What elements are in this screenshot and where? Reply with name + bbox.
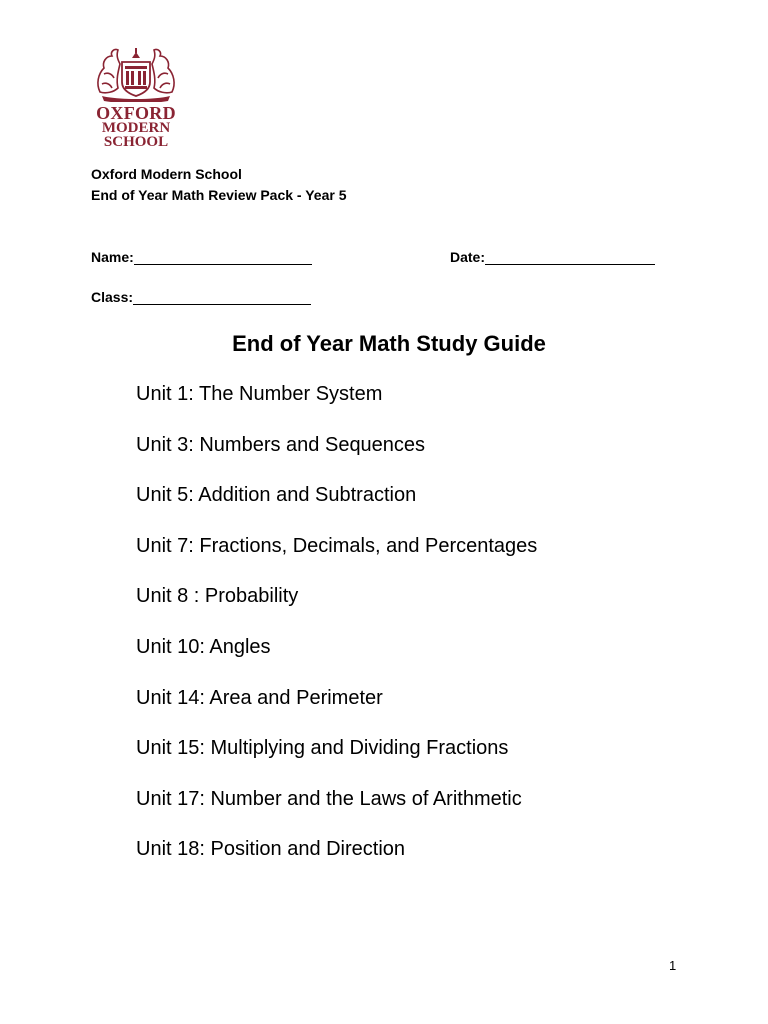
unit-item: Unit 14: Area and Perimeter: [136, 686, 383, 709]
class-blank-line[interactable]: [133, 290, 311, 305]
pack-title: End of Year Math Review Pack - Year 5: [91, 187, 347, 203]
date-field[interactable]: [450, 249, 655, 265]
logo-text-modern: MODERN: [101, 120, 171, 136]
unit-item: Unit 3: Numbers and Sequences: [136, 433, 426, 456]
school-name: Oxford Modern School: [91, 166, 242, 182]
unit-item: Unit 15: Multiplying and Dividing Fractions: [136, 737, 509, 760]
name-blank-line[interactable]: [134, 250, 312, 265]
study-guide-title: End of Year Math Study Guide: [232, 331, 546, 356]
unit-item: Unit 18: Position and Direction: [136, 838, 406, 861]
class-field[interactable]: [91, 289, 311, 305]
unit-item: Unit 1: The Number System: [136, 383, 383, 405]
school-crest-icon: [94, 44, 178, 102]
unit-list: [136, 381, 537, 887]
date-label: Date:: [450, 249, 486, 265]
class-label: Class:: [91, 289, 134, 305]
school-logo: [90, 44, 182, 148]
name-label: Name:: [91, 249, 134, 265]
logo-text-oxford: OXFORD: [96, 103, 176, 123]
unit-item: Unit 17: Number and the Laws of Arithmetic: [136, 787, 522, 810]
unit-item: Unit 7: Fractions, Decimals, and Percentages: [136, 534, 538, 557]
unit-item: Unit 10: Angles: [136, 635, 271, 658]
page-number: 1: [669, 958, 677, 973]
unit-item: Unit 5: Addition and Subtraction: [136, 484, 417, 507]
unit-item: Unit 8 : Probability: [136, 585, 299, 608]
logo-text-school: SCHOOL: [103, 134, 169, 150]
date-blank-line[interactable]: [485, 250, 655, 265]
name-field[interactable]: [91, 249, 312, 265]
